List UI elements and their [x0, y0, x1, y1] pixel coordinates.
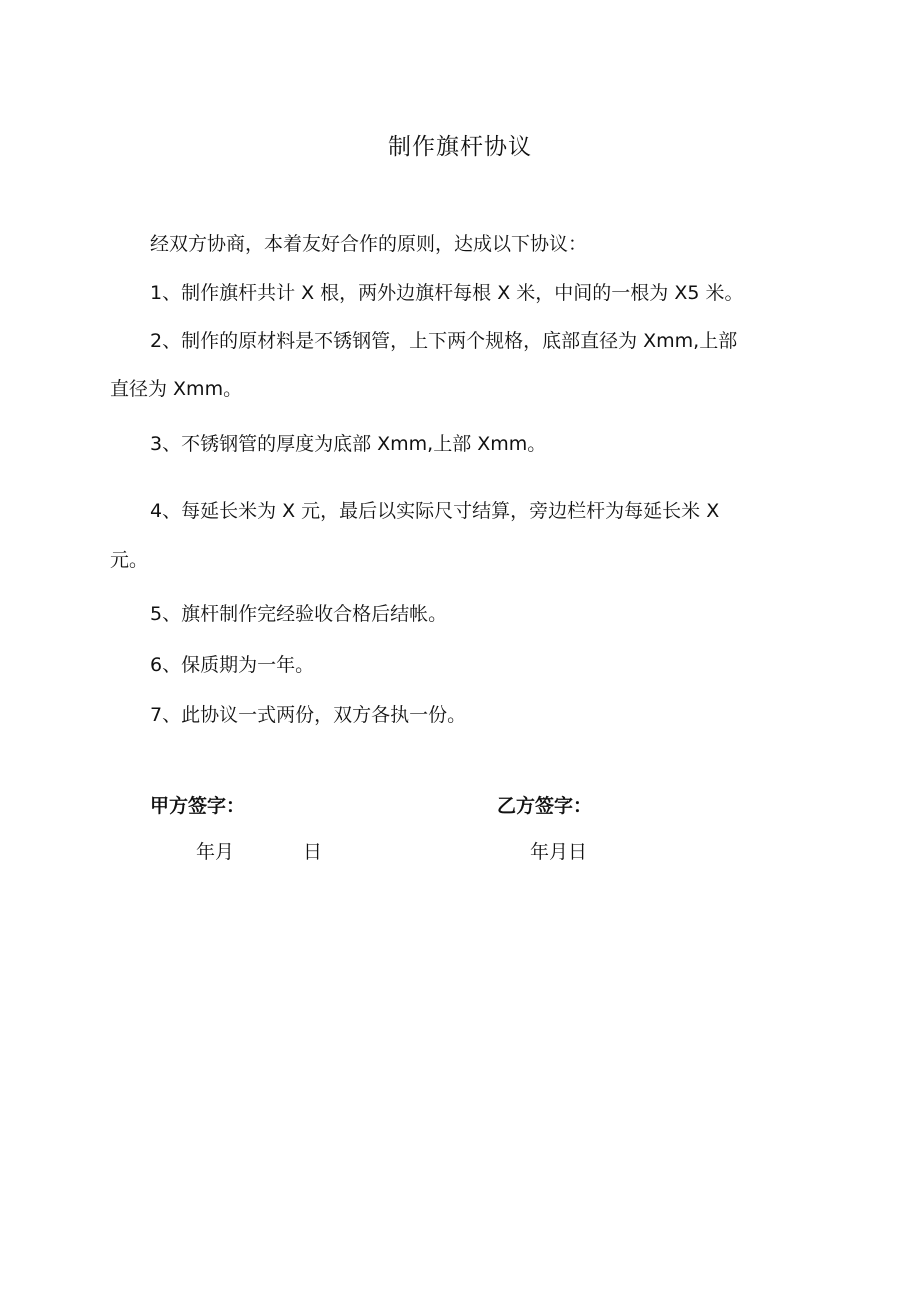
clause-2-line-2: 直径为 Xmm。 [110, 378, 243, 400]
party-b-signature-label: 乙方签字： [497, 795, 593, 817]
page-title: 制作旗杆协议 [388, 134, 532, 160]
party-a-signature-label: 甲方签字： [150, 795, 246, 817]
clause-4-line-1: 4、每延长米为 X 元，最后以实际尺寸结算，旁边栏杆为每延长米 X [150, 500, 720, 522]
clause-3: 3、不锈钢管的厚度为底部 Xmm,上部 Xmm。 [150, 433, 547, 455]
party-a-date-day: 日 [303, 841, 323, 863]
clause-5: 5、旗杆制作完经验收合格后结帐。 [150, 603, 448, 625]
party-b-date: 年月日 [530, 841, 588, 863]
clause-6: 6、保质期为一年。 [150, 654, 315, 676]
clause-4-line-2: 元。 [110, 549, 149, 571]
party-a-date-year-month: 年月 [196, 841, 235, 863]
clause-1: 1、制作旗杆共计 X 根，两外边旗杆每根 X 米，中间的一根为 X5 米。 [150, 282, 744, 304]
clause-2-line-1: 2、制作的原材料是不锈钢管，上下两个规格，底部直径为 Xmm,上部 [150, 330, 738, 352]
intro-paragraph: 经双方协商，本着友好合作的原则，达成以下协议： [150, 233, 588, 255]
clause-7: 7、此协议一式两份，双方各执一份。 [150, 704, 467, 726]
